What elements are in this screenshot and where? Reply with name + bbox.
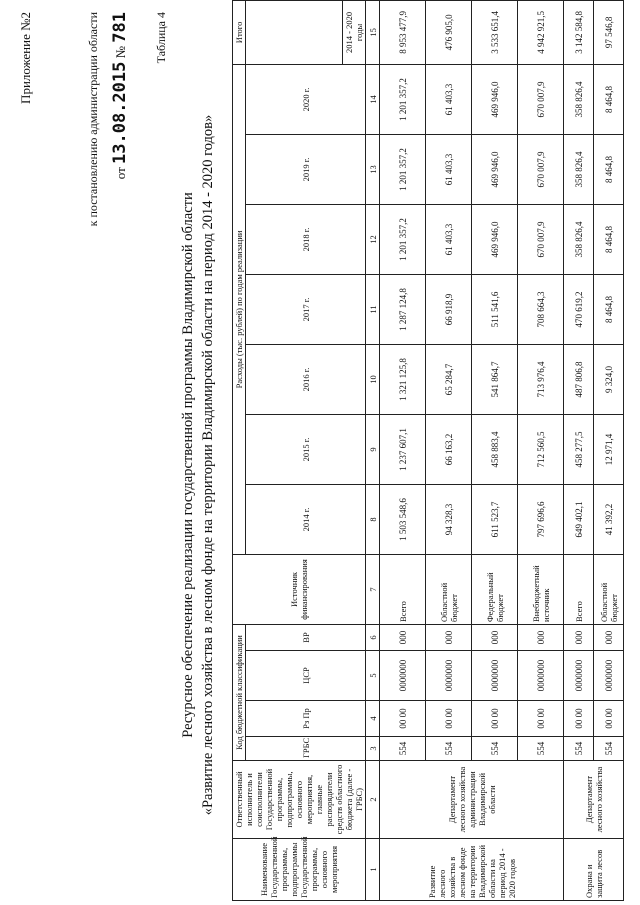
- rzpr-cell: 00 00: [472, 701, 518, 737]
- year-value-cell: 8 464,8: [594, 64, 624, 134]
- year-value-cell: 470 619,2: [564, 274, 594, 344]
- responsible-cell: Департамент лесного хозяйства администрации Владимирской области: [380, 761, 564, 839]
- program-name-cell: Охрана и защита лесов: [564, 839, 624, 901]
- header-year: 2015 г.: [246, 414, 366, 484]
- decree-date-line: [110, 12, 130, 179]
- program-name-cell: Развитие лесного хозяйства в лесном фонде на территории Владимирской области на период 2014 - 2020 годов: [380, 839, 564, 901]
- total-cell: 8 953 477,9: [380, 0, 426, 64]
- title-line-2: «Развитие лесного хозяйства в лесном фонде на территории Владимирской области на период 2014 - 2020 годов»: [200, 114, 216, 816]
- column-index: 14: [366, 64, 380, 134]
- year-value-cell: 358 826,4: [564, 64, 594, 134]
- year-value-cell: 713 976,4: [518, 344, 564, 414]
- year-value-cell: 469 946,0: [472, 134, 518, 204]
- header-name: Наименование Государственной программы, подпрограммы Государственной программы, основного мероприятия: [233, 839, 366, 901]
- header-year: 2018 г.: [246, 204, 366, 274]
- header-year: 2016 г.: [246, 344, 366, 414]
- grbs-cell: 554: [564, 737, 594, 761]
- vr-cell: 000: [472, 624, 518, 650]
- year-value-cell: 670 007,9: [518, 204, 564, 274]
- grbs-cell: 554: [518, 737, 564, 761]
- year-value-cell: 1 287 124,8: [380, 274, 426, 344]
- year-value-cell: 458 883,4: [472, 414, 518, 484]
- year-value-cell: 61 403,3: [426, 134, 472, 204]
- year-value-cell: 358 826,4: [564, 134, 594, 204]
- source-cell: Внебюджетный источник: [518, 554, 564, 624]
- column-index: 3: [366, 737, 380, 761]
- year-value-cell: 61 403,3: [426, 64, 472, 134]
- year-value-cell: 9 324,0: [594, 344, 624, 414]
- year-value-cell: 94 328,3: [426, 484, 472, 554]
- csr-cell: 0000000: [472, 651, 518, 701]
- source-cell: Всего: [380, 554, 426, 624]
- year-value-cell: 797 696,6: [518, 484, 564, 554]
- decree-date: 13.08.2015: [110, 61, 130, 164]
- grbs-cell: 554: [426, 737, 472, 761]
- rzpr-cell: 00 00: [518, 701, 564, 737]
- resource-table: [232, 0, 624, 901]
- year-value-cell: 358 826,4: [564, 204, 594, 274]
- year-value-cell: 12 971,4: [594, 414, 624, 484]
- header-responsible: Ответственный исполнитель и соисполнители Государственной программы, подпрограммы, основного мероприятия, главные распорядители средств областного бюджета (далее - ГРБС): [233, 761, 366, 839]
- source-cell: Всего: [564, 554, 594, 624]
- year-value-cell: 66 163,2: [426, 414, 472, 484]
- vr-cell: 000: [426, 624, 472, 650]
- column-index: 11: [366, 274, 380, 344]
- year-value-cell: 1 321 125,8: [380, 344, 426, 414]
- vr-cell: 000: [518, 624, 564, 650]
- total-cell: 97 546,8: [594, 0, 624, 64]
- year-value-cell: 65 284,7: [426, 344, 472, 414]
- column-index: 2: [366, 761, 380, 839]
- csr-cell: 0000000: [564, 651, 594, 701]
- column-index: 12: [366, 204, 380, 274]
- column-index: 6: [366, 624, 380, 650]
- source-cell: Федеральный бюджет: [472, 554, 518, 624]
- total-cell: 3 533 651,4: [472, 0, 518, 64]
- header-budget-code: Код бюджетной классификации: [233, 624, 246, 760]
- year-value-cell: 511 541,6: [472, 274, 518, 344]
- document-title: [178, 65, 218, 865]
- year-value-cell: 61 403,3: [426, 204, 472, 274]
- year-value-cell: 1 503 548,6: [380, 484, 426, 554]
- year-value-cell: 712 560,5: [518, 414, 564, 484]
- header-total-blank: [246, 0, 343, 64]
- rzpr-cell: 00 00: [594, 701, 624, 737]
- column-index: 10: [366, 344, 380, 414]
- column-index: 15: [366, 0, 380, 64]
- vr-cell: 000: [564, 624, 594, 650]
- table-row: [564, 0, 594, 900]
- csr-cell: 0000000: [518, 651, 564, 701]
- header-rzpr: Рз Пр: [246, 701, 366, 737]
- csr-cell: 0000000: [426, 651, 472, 701]
- source-cell: Областной бюджет: [426, 554, 472, 624]
- source-cell: Областной бюджет: [594, 554, 624, 624]
- rzpr-cell: 00 00: [380, 701, 426, 737]
- grbs-cell: 554: [380, 737, 426, 761]
- year-value-cell: 541 864,7: [472, 344, 518, 414]
- number-sign: №: [113, 45, 128, 59]
- table-row: [380, 0, 426, 900]
- header-total: Итого: [233, 0, 246, 64]
- decree-number: 781: [110, 12, 130, 43]
- year-value-cell: 458 277,5: [564, 414, 594, 484]
- title-line-1: Ресурсное обеспечение реализации государственной программы Владимирской области: [180, 192, 196, 738]
- year-value-cell: 66 918,9: [426, 274, 472, 344]
- column-index: 13: [366, 134, 380, 204]
- column-index: 7: [366, 554, 380, 624]
- rzpr-cell: 00 00: [426, 701, 472, 737]
- year-value-cell: 8 464,8: [594, 274, 624, 344]
- table-number: Таблица 4: [154, 12, 168, 64]
- responsible-cell: Департамент лесного хозяйства: [564, 761, 624, 839]
- header-total-period: 2014 - 2020 годы: [343, 0, 366, 64]
- year-value-cell: 487 806,8: [564, 344, 594, 414]
- total-cell: 3 142 584,8: [564, 0, 594, 64]
- vr-cell: 000: [594, 624, 624, 650]
- date-prefix: от: [113, 167, 128, 180]
- year-value-cell: 469 946,0: [472, 64, 518, 134]
- year-value-cell: 670 007,9: [518, 64, 564, 134]
- column-index: 1: [366, 839, 380, 901]
- csr-cell: 0000000: [594, 651, 624, 701]
- year-value-cell: 708 664,3: [518, 274, 564, 344]
- year-value-cell: 670 007,9: [518, 134, 564, 204]
- year-value-cell: 611 523,7: [472, 484, 518, 554]
- header-year: 2017 г.: [246, 274, 366, 344]
- column-index: 4: [366, 701, 380, 737]
- vr-cell: 000: [380, 624, 426, 650]
- header-expenses: Расходы (тыс. рублей) по годам реализации: [233, 64, 246, 554]
- column-index: 5: [366, 651, 380, 701]
- decree-reference: к постановлению администрации области: [86, 12, 100, 227]
- year-value-cell: 41 392,2: [594, 484, 624, 554]
- header-csr: ЦСР: [246, 651, 366, 701]
- grbs-cell: 554: [594, 737, 624, 761]
- header-year: 2019 г.: [246, 134, 366, 204]
- total-cell: 4 942 921,5: [518, 0, 564, 64]
- column-index: 8: [366, 484, 380, 554]
- year-value-cell: 8 464,8: [594, 204, 624, 274]
- column-index: 9: [366, 414, 380, 484]
- year-value-cell: 1 201 357,2: [380, 64, 426, 134]
- rzpr-cell: 00 00: [564, 701, 594, 737]
- year-value-cell: 1 237 607,1: [380, 414, 426, 484]
- header-year: 2020 г.: [246, 64, 366, 134]
- grbs-cell: 554: [472, 737, 518, 761]
- appendix-label: Приложение №2: [18, 12, 33, 104]
- year-value-cell: 1 201 357,2: [380, 134, 426, 204]
- header-year: 2014 г.: [246, 484, 366, 554]
- csr-cell: 0000000: [380, 651, 426, 701]
- header-source: Источник финансирования: [233, 554, 366, 624]
- total-cell: 476 905,0: [426, 0, 472, 64]
- header-vr: ВР: [246, 624, 366, 650]
- year-value-cell: 649 402,1: [564, 484, 594, 554]
- header-grbs: ГРБС: [246, 737, 366, 761]
- year-value-cell: 8 464,8: [594, 134, 624, 204]
- year-value-cell: 1 201 357,2: [380, 204, 426, 274]
- year-value-cell: 469 946,0: [472, 204, 518, 274]
